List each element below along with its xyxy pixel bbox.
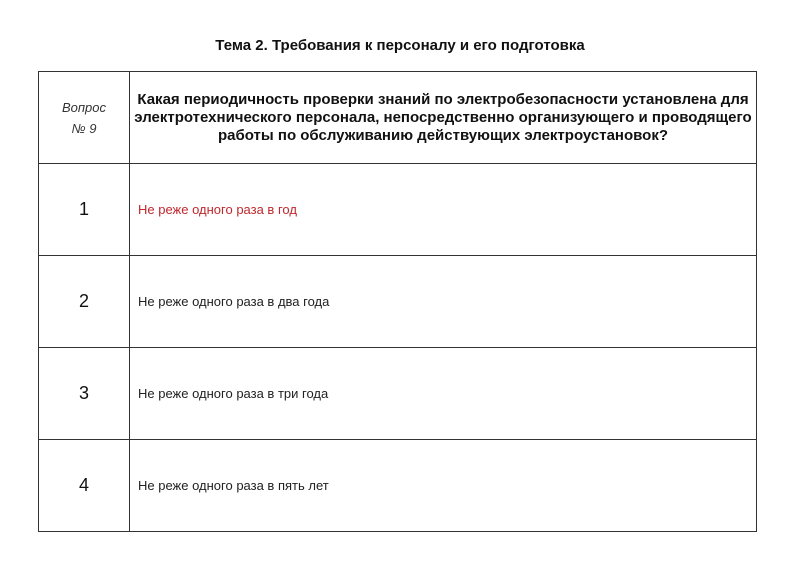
question-text: Какая периодичность проверки знаний по электробезопасности установлена для электротехнического персонала, непосредственно организующего и проводящего работы по обслуживанию действующих электроустановок? [130, 72, 757, 164]
answer-number: 4 [39, 440, 130, 532]
answer-option-text[interactable]: Не реже одного раза в три года [130, 348, 757, 440]
question-label: Вопрос [61, 99, 106, 115]
question-number: № 9 [71, 120, 97, 136]
question-header-row [39, 72, 757, 164]
answer-option-text[interactable]: Не реже одного раза в два года [130, 256, 757, 348]
answer-row-1[interactable] [39, 164, 757, 256]
answer-number: 3 [39, 348, 130, 440]
answer-row-4[interactable] [39, 440, 757, 532]
answer-option-text[interactable]: Не реже одного раза в год [130, 164, 757, 256]
question-number-cell [39, 72, 130, 164]
answer-number: 2 [39, 256, 130, 348]
answer-row-2[interactable] [39, 256, 757, 348]
question-table [38, 71, 757, 532]
answer-option-text[interactable]: Не реже одного раза в пять лет [130, 440, 757, 532]
answer-row-3[interactable] [39, 348, 757, 440]
answer-number: 1 [39, 164, 130, 256]
topic-title: Тема 2. Требования к персоналу и его подготовка [215, 37, 585, 54]
